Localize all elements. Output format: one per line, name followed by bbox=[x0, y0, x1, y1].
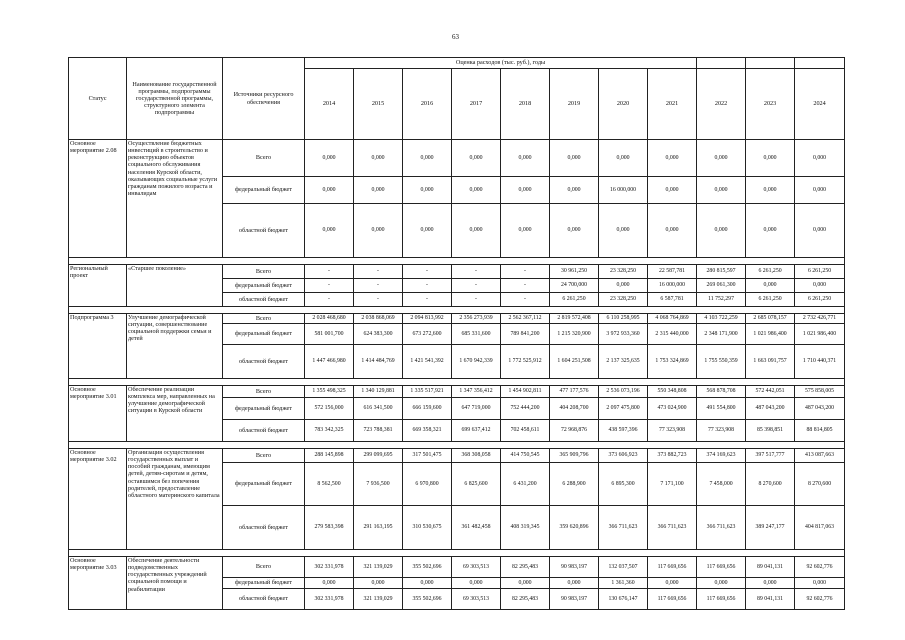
value-cell: 355 502,696 bbox=[403, 589, 452, 610]
value-cell: 1 772 525,912 bbox=[501, 345, 550, 379]
value-cell: 568 878,708 bbox=[697, 386, 746, 398]
value-cell: 16 000,000 bbox=[648, 279, 697, 293]
value-cell: 279 583,398 bbox=[305, 506, 354, 550]
value-cell: 1 361,360 bbox=[599, 578, 648, 589]
value-cell: 355 502,696 bbox=[403, 557, 452, 578]
value-cell: 4 068 764,869 bbox=[648, 314, 697, 324]
value-cell: 2 097 475,800 bbox=[599, 398, 648, 420]
value-cell: 1 447 466,980 bbox=[305, 345, 354, 379]
value-cell: 92 602,776 bbox=[795, 589, 845, 610]
value-cell: 130 676,147 bbox=[599, 589, 648, 610]
value-cell: 317 501,475 bbox=[403, 449, 452, 463]
value-cell: 0,000 bbox=[550, 204, 599, 258]
value-cell: 0,000 bbox=[305, 177, 354, 204]
value-cell: 6 895,300 bbox=[599, 463, 648, 506]
year-header: 2016 bbox=[403, 69, 452, 140]
value-cell: 477 177,576 bbox=[550, 386, 599, 398]
value-cell: 117 669,656 bbox=[648, 557, 697, 578]
value-cell: 1 355 498,325 bbox=[305, 386, 354, 398]
value-cell: 2 536 073,196 bbox=[599, 386, 648, 398]
value-cell: 404 208,700 bbox=[550, 398, 599, 420]
value-cell: 673 272,600 bbox=[403, 324, 452, 345]
source-cell: федеральный бюджет bbox=[223, 578, 305, 589]
value-cell: 2 732 426,771 bbox=[795, 314, 845, 324]
value-cell: 0,000 bbox=[452, 204, 501, 258]
value-cell: 359 620,896 bbox=[550, 506, 599, 550]
value-cell: 4 103 722,259 bbox=[697, 314, 746, 324]
value-cell: 0,000 bbox=[403, 140, 452, 177]
value-cell: 0,000 bbox=[697, 140, 746, 177]
value-cell: 0,000 bbox=[550, 140, 599, 177]
table-row bbox=[69, 265, 845, 279]
value-cell: 752 444,200 bbox=[501, 398, 550, 420]
value-cell: 789 841,200 bbox=[501, 324, 550, 345]
spacer-cell bbox=[69, 379, 845, 386]
value-cell: - bbox=[501, 279, 550, 293]
status-cell: Основное мероприятие 2.08 bbox=[69, 140, 127, 258]
year-header: 2020 bbox=[599, 69, 648, 140]
value-cell: 0,000 bbox=[501, 578, 550, 589]
value-cell: 491 554,800 bbox=[697, 398, 746, 420]
value-cell: - bbox=[452, 279, 501, 293]
value-cell: 0,000 bbox=[501, 140, 550, 177]
name-cell: Организация осуществления государственных выплат и пособий гражданам, имеющим детей, детям-сиротам и детям, оставшимся без попечения родителей, предоставление областного материнского капитала bbox=[127, 449, 223, 550]
value-cell: 2 137 325,635 bbox=[599, 345, 648, 379]
value-cell: - bbox=[452, 265, 501, 279]
value-cell: 310 530,675 bbox=[403, 506, 452, 550]
status-cell: Основное мероприятие 3.03 bbox=[69, 557, 127, 610]
value-cell: 77 323,908 bbox=[648, 420, 697, 442]
header-source: Источники ресурсного обеспечения bbox=[223, 58, 305, 140]
year-header: 2022 bbox=[697, 69, 746, 140]
value-cell: 365 909,796 bbox=[550, 449, 599, 463]
value-cell: 397 517,777 bbox=[746, 449, 795, 463]
header-status: Статус bbox=[69, 58, 127, 140]
value-cell: 3 972 933,360 bbox=[599, 324, 648, 345]
value-cell: 2 038 868,069 bbox=[354, 314, 403, 324]
value-cell: 0,000 bbox=[452, 177, 501, 204]
source-cell: Всего bbox=[223, 140, 305, 177]
expenses-table bbox=[68, 57, 845, 610]
value-cell: 0,000 bbox=[403, 204, 452, 258]
value-cell: 321 139,029 bbox=[354, 557, 403, 578]
value-cell: - bbox=[403, 265, 452, 279]
value-cell: 22 587,781 bbox=[648, 265, 697, 279]
value-cell: 88 814,805 bbox=[795, 420, 845, 442]
value-cell: 0,000 bbox=[648, 204, 697, 258]
name-cell: «Старшее поколение» bbox=[127, 265, 223, 307]
value-cell: 783 342,325 bbox=[305, 420, 354, 442]
header-blank bbox=[795, 58, 845, 69]
value-cell: 389 247,177 bbox=[746, 506, 795, 550]
spacer-cell bbox=[69, 442, 845, 449]
source-cell: Всего bbox=[223, 314, 305, 324]
value-cell: 89 041,131 bbox=[746, 557, 795, 578]
source-cell: областной бюджет bbox=[223, 293, 305, 307]
value-cell: 77 323,908 bbox=[697, 420, 746, 442]
status-cell: Подпрограмма 3 bbox=[69, 314, 127, 379]
value-cell: 2 028 468,680 bbox=[305, 314, 354, 324]
value-cell: 7 171,100 bbox=[648, 463, 697, 506]
value-cell: 1 347 356,412 bbox=[452, 386, 501, 398]
value-cell: 90 983,197 bbox=[550, 589, 599, 610]
value-cell: 8 562,500 bbox=[305, 463, 354, 506]
value-cell: 0,000 bbox=[795, 204, 845, 258]
value-cell: 669 358,321 bbox=[403, 420, 452, 442]
value-cell: 624 383,300 bbox=[354, 324, 403, 345]
value-cell: 685 331,600 bbox=[452, 324, 501, 345]
value-cell: 1 755 550,359 bbox=[697, 345, 746, 379]
value-cell: 414 750,545 bbox=[501, 449, 550, 463]
value-cell: 0,000 bbox=[697, 204, 746, 258]
header-blank bbox=[697, 58, 746, 69]
page-number: 63 bbox=[452, 33, 459, 41]
value-cell: - bbox=[403, 293, 452, 307]
value-cell: 6 261,250 bbox=[746, 293, 795, 307]
value-cell: 2 094 813,992 bbox=[403, 314, 452, 324]
value-cell: - bbox=[354, 265, 403, 279]
value-cell: 6 825,600 bbox=[452, 463, 501, 506]
value-cell: 288 145,898 bbox=[305, 449, 354, 463]
value-cell: 550 348,808 bbox=[648, 386, 697, 398]
value-cell: 299 099,695 bbox=[354, 449, 403, 463]
value-cell: 413 087,663 bbox=[795, 449, 845, 463]
value-cell: - bbox=[403, 279, 452, 293]
value-cell: - bbox=[305, 279, 354, 293]
source-cell: Всего bbox=[223, 557, 305, 578]
value-cell: 6 261,250 bbox=[795, 265, 845, 279]
value-cell: 1 414 484,769 bbox=[354, 345, 403, 379]
value-cell: 0,000 bbox=[305, 578, 354, 589]
value-cell: 24 700,000 bbox=[550, 279, 599, 293]
value-cell: 408 319,345 bbox=[501, 506, 550, 550]
value-cell: 302 331,978 bbox=[305, 589, 354, 610]
group-spacer bbox=[69, 550, 845, 557]
source-cell: Всего bbox=[223, 386, 305, 398]
spacer-cell bbox=[69, 307, 845, 314]
value-cell: 368 308,058 bbox=[452, 449, 501, 463]
source-cell: федеральный бюджет bbox=[223, 463, 305, 506]
value-cell: 6 110 258,995 bbox=[599, 314, 648, 324]
value-cell: 0,000 bbox=[648, 177, 697, 204]
value-cell: 6 261,250 bbox=[550, 293, 599, 307]
value-cell: 1 710 440,371 bbox=[795, 345, 845, 379]
value-cell: 723 788,381 bbox=[354, 420, 403, 442]
value-cell: 23 328,250 bbox=[599, 293, 648, 307]
value-cell: 0,000 bbox=[697, 578, 746, 589]
table-row bbox=[69, 557, 845, 578]
value-cell: 374 169,623 bbox=[697, 449, 746, 463]
value-cell: 702 458,611 bbox=[501, 420, 550, 442]
year-header: 2015 bbox=[354, 69, 403, 140]
group-spacer bbox=[69, 442, 845, 449]
value-cell: 69 303,513 bbox=[452, 589, 501, 610]
value-cell: 7 936,500 bbox=[354, 463, 403, 506]
source-cell: областной бюджет bbox=[223, 204, 305, 258]
year-header: 2014 bbox=[305, 69, 354, 140]
value-cell: 616 341,500 bbox=[354, 398, 403, 420]
table-row bbox=[69, 314, 845, 324]
source-cell: федеральный бюджет bbox=[223, 324, 305, 345]
value-cell: 8 270,600 bbox=[795, 463, 845, 506]
value-cell: 0,000 bbox=[354, 204, 403, 258]
value-cell: 0,000 bbox=[746, 177, 795, 204]
value-cell: 0,000 bbox=[354, 177, 403, 204]
value-cell: - bbox=[501, 293, 550, 307]
year-header: 2018 bbox=[501, 69, 550, 140]
value-cell: 6 431,200 bbox=[501, 463, 550, 506]
value-cell: 581 001,700 bbox=[305, 324, 354, 345]
value-cell: 487 043,200 bbox=[746, 398, 795, 420]
value-cell: 302 331,978 bbox=[305, 557, 354, 578]
value-cell: 0,000 bbox=[501, 177, 550, 204]
value-cell: 572 156,000 bbox=[305, 398, 354, 420]
value-cell: 6 261,250 bbox=[746, 265, 795, 279]
status-cell: Основное мероприятие 3.02 bbox=[69, 449, 127, 550]
value-cell: 0,000 bbox=[305, 204, 354, 258]
value-cell: 1 335 517,921 bbox=[403, 386, 452, 398]
value-cell: 0,000 bbox=[746, 279, 795, 293]
source-cell: областной бюджет bbox=[223, 345, 305, 379]
source-cell: федеральный бюджет bbox=[223, 279, 305, 293]
value-cell: - bbox=[501, 265, 550, 279]
value-cell: 2 348 171,900 bbox=[697, 324, 746, 345]
value-cell: 117 669,656 bbox=[697, 589, 746, 610]
name-cell: Улучшение демографической ситуации, совершенствование социальной поддержки семьи и детей bbox=[127, 314, 223, 379]
value-cell: 69 303,513 bbox=[452, 557, 501, 578]
value-cell: 0,000 bbox=[795, 578, 845, 589]
value-cell: 0,000 bbox=[648, 140, 697, 177]
value-cell: 575 858,005 bbox=[795, 386, 845, 398]
value-cell: 1 663 091,757 bbox=[746, 345, 795, 379]
value-cell: 90 983,197 bbox=[550, 557, 599, 578]
value-cell: 1 021 986,400 bbox=[795, 324, 845, 345]
value-cell: 2 356 273,939 bbox=[452, 314, 501, 324]
value-cell: 0,000 bbox=[795, 140, 845, 177]
value-cell: 89 041,131 bbox=[746, 589, 795, 610]
value-cell: 0,000 bbox=[648, 578, 697, 589]
value-cell: 6 261,250 bbox=[795, 293, 845, 307]
group-spacer bbox=[69, 379, 845, 386]
value-cell: 6 288,900 bbox=[550, 463, 599, 506]
source-cell: федеральный бюджет bbox=[223, 398, 305, 420]
value-cell: 1 021 986,400 bbox=[746, 324, 795, 345]
value-cell: 572 442,051 bbox=[746, 386, 795, 398]
header-blank bbox=[746, 58, 795, 69]
source-cell: областной бюджет bbox=[223, 420, 305, 442]
value-cell: 0,000 bbox=[354, 578, 403, 589]
value-cell: 0,000 bbox=[746, 578, 795, 589]
value-cell: 0,000 bbox=[452, 140, 501, 177]
value-cell: 0,000 bbox=[403, 177, 452, 204]
source-cell: федеральный бюджет bbox=[223, 177, 305, 204]
table-row bbox=[69, 140, 845, 177]
value-cell: 0,000 bbox=[599, 279, 648, 293]
value-cell: 2 315 440,000 bbox=[648, 324, 697, 345]
value-cell: 0,000 bbox=[599, 140, 648, 177]
value-cell: 23 328,250 bbox=[599, 265, 648, 279]
value-cell: 82 295,483 bbox=[501, 557, 550, 578]
spacer-cell bbox=[69, 550, 845, 557]
value-cell: 85 398,851 bbox=[746, 420, 795, 442]
value-cell: 291 163,195 bbox=[354, 506, 403, 550]
source-cell: областной бюджет bbox=[223, 589, 305, 610]
group-spacer bbox=[69, 307, 845, 314]
value-cell: 0,000 bbox=[599, 204, 648, 258]
value-cell: 0,000 bbox=[746, 204, 795, 258]
value-cell: 361 482,458 bbox=[452, 506, 501, 550]
value-cell: 117 669,656 bbox=[648, 589, 697, 610]
value-cell: 487 043,200 bbox=[795, 398, 845, 420]
value-cell: 0,000 bbox=[795, 177, 845, 204]
year-header: 2019 bbox=[550, 69, 599, 140]
value-cell: 366 711,623 bbox=[599, 506, 648, 550]
source-cell: Всего bbox=[223, 265, 305, 279]
value-cell: 11 752,297 bbox=[697, 293, 746, 307]
value-cell: 373 606,923 bbox=[599, 449, 648, 463]
value-cell: 2 685 078,157 bbox=[746, 314, 795, 324]
value-cell: 0,000 bbox=[746, 140, 795, 177]
value-cell: 321 139,029 bbox=[354, 589, 403, 610]
value-cell: 8 270,600 bbox=[746, 463, 795, 506]
value-cell: 1 421 541,392 bbox=[403, 345, 452, 379]
value-cell: 280 815,597 bbox=[697, 265, 746, 279]
table-row bbox=[69, 449, 845, 463]
value-cell: 699 637,412 bbox=[452, 420, 501, 442]
value-cell: - bbox=[354, 279, 403, 293]
value-cell: - bbox=[452, 293, 501, 307]
name-cell: Обеспечение деятельности подведомственных государственных учреждений социальной помощи и реабилитации bbox=[127, 557, 223, 610]
year-header: 2023 bbox=[746, 69, 795, 140]
value-cell: 0,000 bbox=[305, 140, 354, 177]
value-cell: 132 037,507 bbox=[599, 557, 648, 578]
value-cell: 0,000 bbox=[795, 279, 845, 293]
value-cell: 72 968,876 bbox=[550, 420, 599, 442]
group-spacer bbox=[69, 258, 845, 265]
value-cell: 438 597,396 bbox=[599, 420, 648, 442]
value-cell: 2 819 572,408 bbox=[550, 314, 599, 324]
name-cell: Осуществление бюджетных инвестиций в строительство и реконструкцию объектов социального обслуживания населения Курской области, оказывающих социальные услуги гражданам пожилого возраста и инвалидам bbox=[127, 140, 223, 258]
year-header: 2017 bbox=[452, 69, 501, 140]
status-cell: Региональный проект bbox=[69, 265, 127, 307]
value-cell: 647 719,000 bbox=[452, 398, 501, 420]
source-cell: Всего bbox=[223, 449, 305, 463]
value-cell: 0,000 bbox=[550, 578, 599, 589]
header-name: Наименование государственной программы, подпрограммы государственной программы, структурного элемента подпрограммы bbox=[127, 58, 223, 140]
value-cell: 2 562 367,112 bbox=[501, 314, 550, 324]
spacer-cell bbox=[69, 258, 845, 265]
value-cell: 0,000 bbox=[697, 177, 746, 204]
value-cell: 269 061,300 bbox=[697, 279, 746, 293]
value-cell: 373 882,723 bbox=[648, 449, 697, 463]
value-cell: 473 024,900 bbox=[648, 398, 697, 420]
value-cell: 0,000 bbox=[550, 177, 599, 204]
value-cell: 1 753 324,869 bbox=[648, 345, 697, 379]
value-cell: 1 340 129,881 bbox=[354, 386, 403, 398]
value-cell: 1 454 902,811 bbox=[501, 386, 550, 398]
value-cell: - bbox=[354, 293, 403, 307]
year-header: 2024 bbox=[795, 69, 845, 140]
value-cell: 0,000 bbox=[452, 578, 501, 589]
value-cell: 16 000,000 bbox=[599, 177, 648, 204]
year-header: 2021 bbox=[648, 69, 697, 140]
value-cell: 404 817,063 bbox=[795, 506, 845, 550]
value-cell: 366 711,623 bbox=[648, 506, 697, 550]
value-cell: 366 711,623 bbox=[697, 506, 746, 550]
table-body bbox=[69, 140, 845, 610]
name-cell: Обеспечение реализации комплекса мер, направленных на улучшение демографической ситуации в Курской области bbox=[127, 386, 223, 442]
header-estimate: Оценка расходов (тыс. руб.), годы bbox=[305, 58, 697, 69]
value-cell: 6 970,800 bbox=[403, 463, 452, 506]
table-row bbox=[69, 386, 845, 398]
value-cell: 6 587,781 bbox=[648, 293, 697, 307]
source-cell: областной бюджет bbox=[223, 506, 305, 550]
value-cell: 1 670 942,339 bbox=[452, 345, 501, 379]
value-cell: - bbox=[305, 293, 354, 307]
value-cell: 1 215 320,900 bbox=[550, 324, 599, 345]
value-cell: - bbox=[305, 265, 354, 279]
value-cell: 666 159,600 bbox=[403, 398, 452, 420]
value-cell: 0,000 bbox=[354, 140, 403, 177]
value-cell: 0,000 bbox=[501, 204, 550, 258]
value-cell: 82 295,483 bbox=[501, 589, 550, 610]
value-cell: 7 458,000 bbox=[697, 463, 746, 506]
value-cell: 1 604 251,508 bbox=[550, 345, 599, 379]
value-cell: 117 669,656 bbox=[697, 557, 746, 578]
status-cell: Основное мероприятие 3.01 bbox=[69, 386, 127, 442]
value-cell: 30 961,250 bbox=[550, 265, 599, 279]
value-cell: 92 602,776 bbox=[795, 557, 845, 578]
value-cell: 0,000 bbox=[403, 578, 452, 589]
